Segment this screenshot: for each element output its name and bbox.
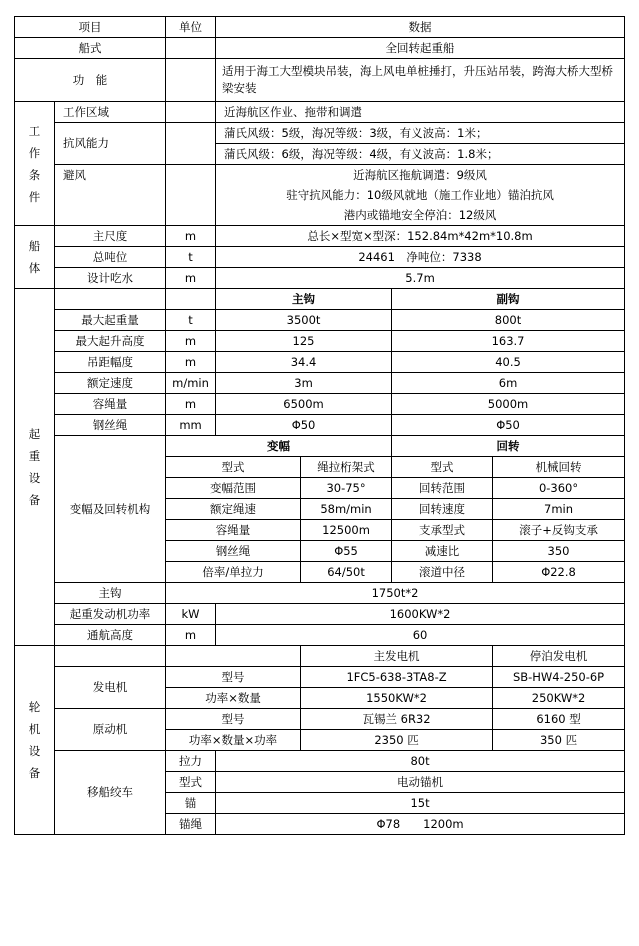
luffing-param-label: 倍率/单拉力 bbox=[166, 562, 301, 583]
luffing-title: 变幅 bbox=[166, 436, 392, 457]
function-row bbox=[15, 59, 625, 102]
slewing-param-value: 350 bbox=[493, 541, 625, 562]
crane-row-main: 6500m bbox=[216, 394, 392, 415]
crane-row bbox=[15, 331, 625, 352]
main-hook-header: 主钩 bbox=[216, 289, 392, 310]
generator-main-value: 1550KW*2 bbox=[301, 688, 493, 709]
work-area-row bbox=[15, 102, 625, 123]
crane-row-aux: Φ50 bbox=[392, 415, 625, 436]
header-row bbox=[15, 17, 625, 38]
winch-param-label: 锚绳 bbox=[166, 814, 216, 835]
slewing-param-value: 机械回转 bbox=[493, 457, 625, 478]
crane-row-label: 钢丝绳 bbox=[55, 415, 166, 436]
crane-row-unit: t bbox=[166, 310, 216, 331]
hull-draft-row bbox=[15, 268, 625, 289]
prime-mover-harbor-value: 350 匹 bbox=[493, 730, 625, 751]
prime-mover-param-label: 型号 bbox=[166, 709, 301, 730]
winch-param-label: 拉力 bbox=[166, 751, 216, 772]
slewing-param-value: Φ22.8 bbox=[493, 562, 625, 583]
power-unit: kW bbox=[166, 604, 216, 625]
crane-row-aux: 163.7 bbox=[392, 331, 625, 352]
slewing-param-label: 回转范围 bbox=[392, 478, 493, 499]
luffing-slewing-header-row bbox=[15, 436, 625, 457]
luffing-param-label: 额定绳速 bbox=[166, 499, 301, 520]
hull-tonnage-value: 24461 净吨位：7338 bbox=[216, 247, 625, 268]
nav-height-unit: m bbox=[166, 625, 216, 646]
winch-param-label: 型式 bbox=[166, 772, 216, 793]
ship-type-row bbox=[15, 38, 625, 59]
prime-mover-main-value: 2350 匹 bbox=[301, 730, 493, 751]
function-value: 适用于海工大型模块吊装，海上风电单桩捶打，升压站吊装，跨海大桥大型桥梁安装 bbox=[216, 59, 625, 102]
slewing-param-label: 型式 bbox=[392, 457, 493, 478]
crane-row-main: 3500t bbox=[216, 310, 392, 331]
ship-type-value: 全回转起重船 bbox=[216, 38, 625, 59]
prime-mover-param-label: 功率×数量×功率 bbox=[166, 730, 301, 751]
work-area-label: 工作区域 bbox=[55, 102, 166, 123]
crane-row bbox=[15, 373, 625, 394]
slewing-title: 回转 bbox=[392, 436, 625, 457]
function-label: 功 能 bbox=[15, 59, 166, 102]
crane-row-aux: 6m bbox=[392, 373, 625, 394]
aux-hook-header: 副钩 bbox=[392, 289, 625, 310]
hull-dims-label: 主尺度 bbox=[55, 226, 166, 247]
crane-row bbox=[15, 310, 625, 331]
crane-row-main: 34.4 bbox=[216, 352, 392, 373]
luffing-param-value: 58m/min bbox=[301, 499, 392, 520]
winch-label: 移船绞车 bbox=[55, 751, 166, 835]
generator-harbor-value: SB-HW4-250-6P bbox=[493, 667, 625, 688]
hull-tonnage-label: 总吨位 bbox=[55, 247, 166, 268]
luffing-param-label: 钢丝绳 bbox=[166, 541, 301, 562]
slewing-param-label: 支承型式 bbox=[392, 520, 493, 541]
shelter-label: 避风 bbox=[55, 165, 166, 226]
wind-row-1 bbox=[15, 123, 625, 144]
crane-row-unit: mm bbox=[166, 415, 216, 436]
hull-group-label: 船体 bbox=[15, 226, 55, 289]
crane-row-label: 吊距幅度 bbox=[55, 352, 166, 373]
power-value: 1600KW*2 bbox=[216, 604, 625, 625]
luffing-slewing-label: 变幅及回转机构 bbox=[55, 436, 166, 583]
generator-harbor-value: 250KW*2 bbox=[493, 688, 625, 709]
generator-label: 发电机 bbox=[55, 667, 166, 709]
slewing-param-label: 滚道中径 bbox=[392, 562, 493, 583]
crane-row-label: 容绳量 bbox=[55, 394, 166, 415]
crane-group-label: 起重设备 bbox=[15, 289, 55, 646]
crane-row-main: 125 bbox=[216, 331, 392, 352]
luffing-param-value: 64/50t bbox=[301, 562, 392, 583]
nav-height-label: 通航高度 bbox=[55, 625, 166, 646]
crane-row-aux: 5000m bbox=[392, 394, 625, 415]
hull-dims-value: 总长×型宽×型深：152.84m*42m*10.8m bbox=[216, 226, 625, 247]
winch-row bbox=[15, 751, 625, 772]
prime-mover-harbor-value: 6160 型 bbox=[493, 709, 625, 730]
crane-row-main: Φ50 bbox=[216, 415, 392, 436]
nav-height-row bbox=[15, 625, 625, 646]
prime-mover-label: 原动机 bbox=[55, 709, 166, 751]
harbor-gen-header: 停泊发电机 bbox=[493, 646, 625, 667]
prime-mover-row bbox=[15, 709, 625, 730]
hull-draft-label: 设计吃水 bbox=[55, 268, 166, 289]
hull-tonnage-row bbox=[15, 247, 625, 268]
wind-label: 抗风能力 bbox=[55, 123, 166, 165]
wind-line-1: 蒲氏风级：5级，海况等级：3级，有义波高：1米； bbox=[216, 123, 625, 144]
engine-header-row bbox=[15, 646, 625, 667]
luffing-param-value: 绳拉桁架式 bbox=[301, 457, 392, 478]
prime-mover-main-value: 瓦锡兰 6R32 bbox=[301, 709, 493, 730]
slewing-param-label: 减速比 bbox=[392, 541, 493, 562]
main-hook-row bbox=[15, 583, 625, 604]
crane-row-label: 最大起升高度 bbox=[55, 331, 166, 352]
header-data: 数据 bbox=[216, 17, 625, 38]
nav-height-value: 60 bbox=[216, 625, 625, 646]
work-group-label: 工作条件 bbox=[15, 102, 55, 226]
generator-param-label: 型号 bbox=[166, 667, 301, 688]
main-hook-row-value: 1750t*2 bbox=[166, 583, 625, 604]
spec-table bbox=[14, 16, 625, 835]
generator-main-value: 1FC5-638-3TA8-Z bbox=[301, 667, 493, 688]
winch-param-value: 15t bbox=[216, 793, 625, 814]
shelter-row-1 bbox=[15, 165, 625, 186]
hull-dims-row bbox=[15, 226, 625, 247]
main-hook-row-label: 主钩 bbox=[55, 583, 166, 604]
winch-param-label: 锚 bbox=[166, 793, 216, 814]
header-item: 项目 bbox=[15, 17, 166, 38]
slewing-param-label: 回转速度 bbox=[392, 499, 493, 520]
crane-row-unit: m bbox=[166, 352, 216, 373]
hull-dims-unit: m bbox=[166, 226, 216, 247]
shelter-line-2: 驻守抗风能力：10级风就地（施工作业地）锚泊抗风 bbox=[216, 185, 625, 205]
generator-row bbox=[15, 667, 625, 688]
engine-group-label: 轮机设备 bbox=[15, 646, 55, 835]
crane-row-main: 3m bbox=[216, 373, 392, 394]
shelter-line-3: 港内或锚地安全停泊：12级风 bbox=[216, 205, 625, 226]
crane-row bbox=[15, 394, 625, 415]
winch-param-value: Φ78 1200m bbox=[216, 814, 625, 835]
crane-row bbox=[15, 352, 625, 373]
power-row bbox=[15, 604, 625, 625]
ship-type-label: 船式 bbox=[15, 38, 166, 59]
crane-row-unit: m bbox=[166, 331, 216, 352]
luffing-param-value: Φ55 bbox=[301, 541, 392, 562]
slewing-param-value: 0-360° bbox=[493, 478, 625, 499]
hull-draft-value: 5.7m bbox=[216, 268, 625, 289]
crane-row-label: 最大起重量 bbox=[55, 310, 166, 331]
luffing-param-label: 变幅范围 bbox=[166, 478, 301, 499]
generator-param-label: 功率×数量 bbox=[166, 688, 301, 709]
crane-row-unit: m/min bbox=[166, 373, 216, 394]
slewing-param-value: 滚子+反钩支承 bbox=[493, 520, 625, 541]
wind-line-2: 蒲氏风级：6级，海况等级：4级，有义波高：1.8米； bbox=[216, 144, 625, 165]
crane-row-aux: 40.5 bbox=[392, 352, 625, 373]
crane-hook-header-row bbox=[15, 289, 625, 310]
slewing-param-value: 7min bbox=[493, 499, 625, 520]
winch-param-value: 80t bbox=[216, 751, 625, 772]
crane-row bbox=[15, 415, 625, 436]
luffing-param-label: 型式 bbox=[166, 457, 301, 478]
crane-row-label: 额定速度 bbox=[55, 373, 166, 394]
work-area-value: 近海航区作业、拖带和调遣 bbox=[216, 102, 625, 123]
luffing-param-value: 30-75° bbox=[301, 478, 392, 499]
hull-draft-unit: m bbox=[166, 268, 216, 289]
winch-param-value: 电动锚机 bbox=[216, 772, 625, 793]
luffing-param-value: 12500m bbox=[301, 520, 392, 541]
crane-row-unit: m bbox=[166, 394, 216, 415]
hull-tonnage-unit: t bbox=[166, 247, 216, 268]
luffing-param-label: 容绳量 bbox=[166, 520, 301, 541]
main-gen-header: 主发电机 bbox=[301, 646, 493, 667]
shelter-line-1: 近海航区拖航调遣：9级风 bbox=[216, 165, 625, 186]
crane-row-aux: 800t bbox=[392, 310, 625, 331]
header-unit: 单位 bbox=[166, 17, 216, 38]
power-label: 起重发动机功率 bbox=[55, 604, 166, 625]
